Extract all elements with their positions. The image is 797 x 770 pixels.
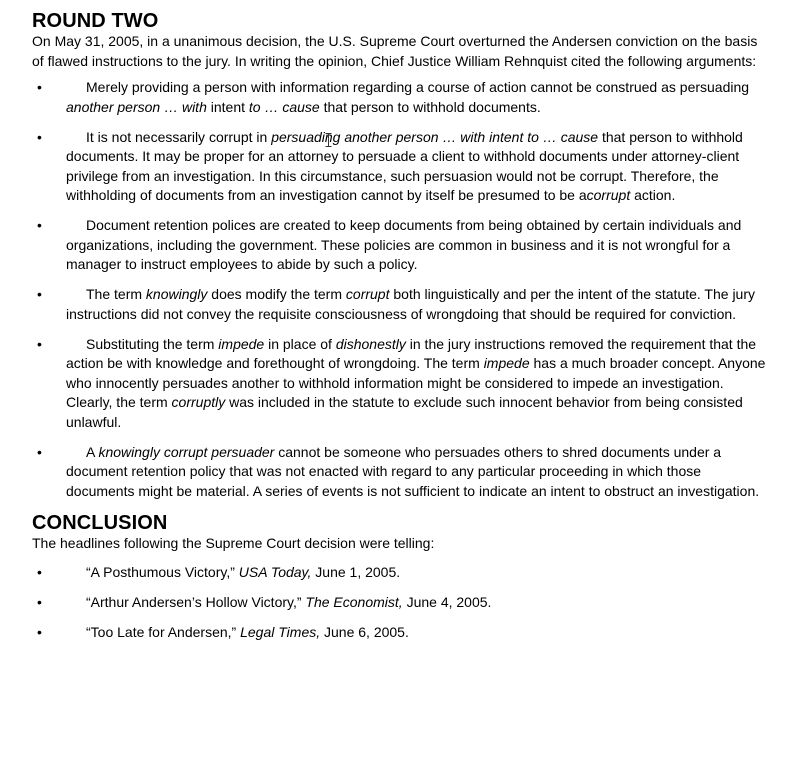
bullet-icon: • bbox=[37, 564, 42, 580]
list-item bbox=[32, 285, 772, 324]
list-item bbox=[32, 593, 772, 613]
text-run: that person to withhold documents. It may be proper for an attorney to persuade a client to withhold documents under attorney-client privilege from an investigation. In this circumstance, such persuasion would not be corrupt. Therefore, the withholding of documents from an investigation cannot by itself be presumed to be a bbox=[66, 128, 743, 203]
document-page bbox=[32, 10, 772, 653]
bullet-icon: • bbox=[37, 624, 42, 640]
text-run: in the jury instructions removed the requirement that the action be with knowledge and forethought of wrongdoing. The term bbox=[66, 335, 757, 371]
conclusion-heading: CONCLUSION bbox=[32, 511, 168, 534]
list-item bbox=[32, 623, 772, 643]
text-run: action. bbox=[630, 187, 676, 203]
italic-text: corrupt bbox=[586, 187, 631, 203]
text-run: Document retention polices are created to keep documents from being obtained by certain individuals and organizations, including the government. These policies are common in business and it is not wrongful for a manager to instruct employees to abide by such a policy. bbox=[66, 217, 742, 272]
bullet-icon: • bbox=[37, 443, 42, 460]
italic-text: another person … with bbox=[66, 98, 207, 115]
list-item bbox=[32, 335, 772, 433]
list-item bbox=[32, 443, 772, 502]
bullet-icon: • bbox=[37, 335, 42, 352]
text-run: both linguistically and per the intent of the statute. The jury instructions did not convey the requisite consciousness of wrongdoing that should be required for conviction. bbox=[66, 286, 756, 322]
italic-text: dishonestly bbox=[335, 335, 406, 352]
list-item bbox=[32, 216, 772, 275]
text-run: June 6, 2005. bbox=[320, 624, 409, 640]
text-run: Substituting the term bbox=[86, 335, 219, 352]
italic-text: knowingly bbox=[145, 286, 208, 302]
round-two-heading: ROUND TWO bbox=[32, 10, 159, 32]
text-run: June 4, 2005. bbox=[402, 594, 492, 610]
headlines-list bbox=[32, 563, 772, 643]
italic-text: Legal Times, bbox=[240, 624, 321, 640]
text-run: in place of bbox=[264, 335, 336, 352]
bullet-icon: • bbox=[37, 217, 42, 233]
text-run: “Too Late for Andersen,” bbox=[86, 624, 241, 640]
italic-text: to … cause bbox=[248, 98, 320, 115]
italic-text: corruptly bbox=[171, 394, 226, 410]
italic-text: USA Today, bbox=[238, 564, 312, 580]
italic-text: corrupt bbox=[345, 286, 390, 302]
text-run: Merely providing a person with information regarding a course of action cannot be construed as persuading bbox=[86, 79, 750, 95]
text-run: intent bbox=[206, 98, 249, 115]
bullet-icon: • bbox=[37, 128, 42, 145]
italic-text: impede bbox=[483, 355, 530, 371]
bullet-icon: • bbox=[37, 79, 42, 95]
text-run: has a much broader concept. Anyone who innocently persuades another to withhold information might be considered to impede an investigation. Clearly, the term bbox=[66, 355, 766, 410]
text-run: It is not necessarily corrupt in bbox=[86, 128, 272, 145]
italic-text: The Economist, bbox=[305, 594, 403, 610]
arguments-list bbox=[32, 78, 772, 501]
text-run: that person to withhold documents. bbox=[319, 98, 541, 115]
text-run: A bbox=[86, 443, 99, 460]
italic-text: impede bbox=[218, 335, 265, 352]
text-run: “A Posthumous Victory,” bbox=[86, 564, 239, 580]
list-item bbox=[32, 563, 772, 583]
italic-text: persuading another person … with intent to … cause bbox=[271, 128, 599, 145]
list-item bbox=[32, 128, 772, 206]
text-run: cannot be someone who persuades others to shred documents under a document retention policy that was not enacted with regard to any particular proceeding in which those documents might be material. A series of events is not sufficient to indicate an intent to obstruct an investigation. bbox=[66, 443, 760, 499]
text-run: does modify the term bbox=[207, 286, 346, 302]
bullet-icon: • bbox=[37, 594, 42, 610]
text-run: was included in the statute to exclude such innocent behavior from being consisted unlawful. bbox=[66, 394, 743, 430]
italic-text: knowingly corrupt persuader bbox=[98, 443, 275, 460]
text-run: “Arthur Andersen’s Hollow Victory,” bbox=[86, 594, 306, 610]
text-run: The term bbox=[86, 286, 146, 302]
bullet-icon: • bbox=[37, 286, 42, 302]
text-cursor-icon bbox=[325, 133, 332, 147]
conclusion-intro: The headlines following the Supreme Court decision were telling: bbox=[32, 534, 435, 551]
round-two-intro: On May 31, 2005, in a unanimous decision, the U.S. Supreme Court overturned the Andersen conviction on the basis of flawed instructions to the jury. In writing the opinion, Chief Justice William Rehnquist cited the following arguments: bbox=[32, 33, 758, 69]
text-run: June 1, 2005. bbox=[311, 564, 401, 580]
list-item bbox=[32, 78, 772, 117]
